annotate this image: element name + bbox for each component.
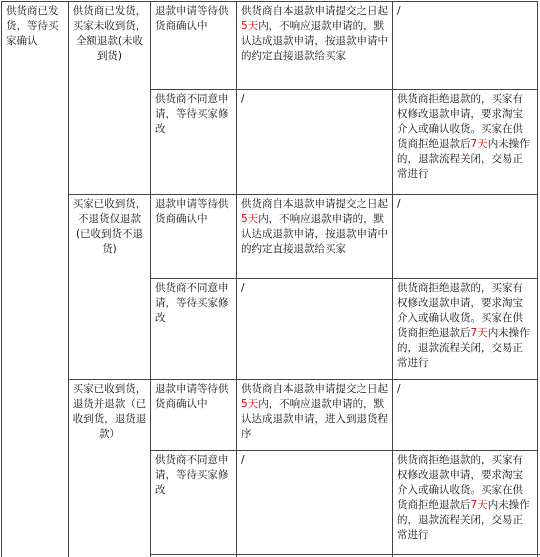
refund-type-cell <box>68 194 150 379</box>
reject-rule-cell <box>392 450 538 557</box>
reject-rule-post: 内未操作的，退款流程关闭，交易正常进行 <box>397 327 530 369</box>
timeout-rule-cell <box>236 1 392 89</box>
timeout-rule-post: 内，不响应退款申请的，默认达成退款申请，按退款申请中的约定直接退款给买家 <box>241 213 388 255</box>
refund-status-text: 退款申请等待供货商确认中 <box>155 5 229 32</box>
reject-rule-pre: 供货商拒绝退款的，买家有权修改退款申请，要求淘宝介入或确认收货。买家在供货商拒绝退款后 <box>397 93 523 150</box>
reject-rule-cell <box>392 278 538 379</box>
reject-days-highlight: 7天 <box>470 138 488 150</box>
refund-type-label: 供货商已发货，买家未收到货，全额退款(未收到货) <box>72 5 147 62</box>
refund-rules-table <box>1 1 538 557</box>
timeout-days-highlight: 5天 <box>241 398 259 410</box>
timeout-rule-text: / <box>241 454 245 466</box>
refund-status-text: 退款申请等待供货商确认中 <box>155 198 229 225</box>
reject-rule-pre: 供货商拒绝退款的，买家有权修改退款申请，要求淘宝介入或确认收货。买家在供货商拒绝退款后 <box>397 282 523 339</box>
timeout-days-highlight: 5天 <box>241 20 259 32</box>
refund-status-cell <box>150 1 236 89</box>
reject-days-highlight: 7天 <box>470 499 488 511</box>
timeout-rule-cell <box>236 89 392 194</box>
refund-type-label: 买家已收到货，退货并退款（已收到货，退货退款） <box>72 383 147 440</box>
timeout-rule-pre: 供货商自本退款申请提交之日起 <box>241 5 388 17</box>
refund-status-cell <box>150 194 236 278</box>
reject-rule-text: / <box>397 383 401 395</box>
refund-status-cell <box>150 278 236 379</box>
timeout-rule-text: / <box>241 93 245 105</box>
refund-status-cell <box>150 379 236 450</box>
refund-type-cell <box>68 1 150 194</box>
timeout-rule-cell <box>236 194 392 278</box>
timeout-rule-pre: 供货商自本退款申请提交之日起 <box>241 383 388 395</box>
reject-days-highlight: 7天 <box>470 327 488 339</box>
table-bottom-divider <box>151 554 540 555</box>
reject-rule-cell <box>392 194 538 278</box>
refund-status-cell <box>150 89 236 194</box>
reject-rule-cell <box>392 1 538 89</box>
refund-type-cell <box>68 379 150 557</box>
refund-status-text: 退款申请等待供货商确认中 <box>155 383 229 410</box>
timeout-rule-cell <box>236 450 392 557</box>
reject-rule-pre: 供货商拒绝退款的，买家有权修改退款申请，要求淘宝介入或确认收货。买家在供货商拒绝退款后 <box>397 454 523 511</box>
timeout-rule-text: / <box>241 282 245 294</box>
refund-status-text: 供货商不同意申请，等待买家修改 <box>155 93 229 135</box>
timeout-days-highlight: 5天 <box>241 213 259 225</box>
order-status-cell <box>1 1 68 557</box>
reject-rule-cell <box>392 89 538 194</box>
refund-status-cell <box>150 450 236 557</box>
reject-rule-post: 内未操作的，退款流程关闭，交易正常进行 <box>397 138 530 180</box>
order-status-text: 供货商已发货，等待买家确认 <box>6 5 59 47</box>
timeout-rule-cell <box>236 379 392 450</box>
refund-status-text: 供货商不同意申请，等待买家修改 <box>155 282 229 324</box>
refund-status-text: 供货商不同意申请，等待买家修改 <box>155 454 229 496</box>
timeout-rule-pre: 供货商自本退款申请提交之日起 <box>241 198 388 210</box>
timeout-rule-post: 内，不响应退款申请的，默认达成退款申请，进入到退货程序 <box>241 398 388 440</box>
refund-type-label: 买家已收到货，不退货仅退款(已收到货不退货) <box>72 198 147 255</box>
reject-rule-text: / <box>397 5 401 17</box>
reject-rule-text: / <box>397 198 401 210</box>
timeout-rule-cell <box>236 278 392 379</box>
reject-rule-post: 内未操作的，退款流程关闭，交易正常进行 <box>397 499 530 541</box>
timeout-rule-post: 内，不响应退款申请的，默认达成退款申请，按退款申请中的约定直接退款给买家 <box>241 20 388 62</box>
reject-rule-cell <box>392 379 538 450</box>
